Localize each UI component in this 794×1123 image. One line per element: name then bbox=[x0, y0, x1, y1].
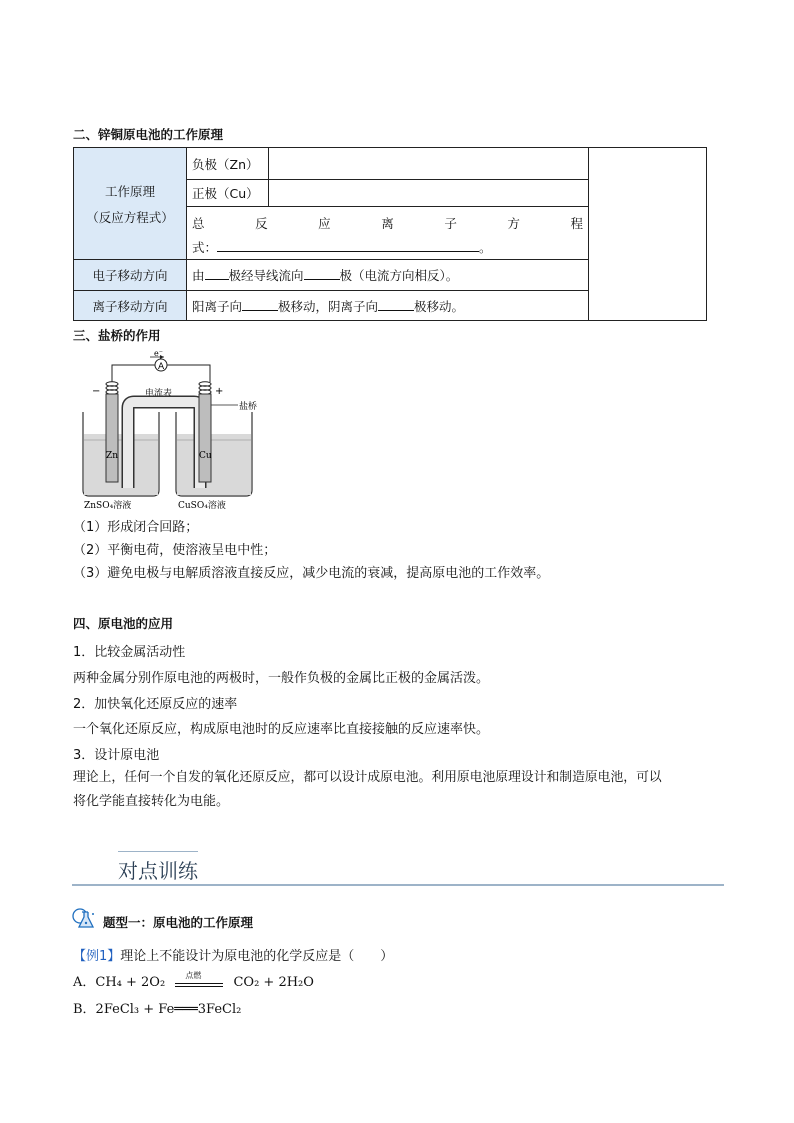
total-char: 离 bbox=[381, 215, 394, 231]
cell-electron-direction[interactable]: 由 极经导线流向 极（电流方向相反）。 bbox=[187, 260, 589, 291]
total-char: 反 bbox=[255, 215, 268, 231]
salt-bridge-item-3: （3）避免电极与电解质溶液直接反应，减少电流的衰减，提高原电池的工作效率。 bbox=[73, 566, 550, 581]
ammeter-symbol: A bbox=[158, 362, 165, 372]
app-3-body-line-2: 将化学能直接转化为电能。 bbox=[73, 794, 230, 809]
example-1 bbox=[73, 945, 393, 964]
example-tag: 【例1】 bbox=[73, 949, 121, 964]
right-solution bbox=[177, 434, 251, 495]
znso4-label: ZnSO₄溶液 bbox=[84, 501, 132, 511]
salt-bridge-item-2: （2）平衡电荷，使溶液呈电中性； bbox=[73, 543, 277, 558]
right-spring-icon bbox=[199, 382, 211, 394]
section-4-title: 四、原电池的应用 bbox=[73, 616, 174, 631]
cell-right-blank bbox=[589, 148, 707, 321]
cuso4-label: CuSO₄溶液 bbox=[178, 501, 226, 511]
salt-bridge-label: 盐桥 bbox=[239, 402, 258, 412]
section-3-title: 三、盐桥的作用 bbox=[73, 328, 161, 343]
cu-label: Cu bbox=[199, 451, 212, 461]
cell-negative: 负极（Zn） bbox=[187, 148, 269, 180]
left-solution bbox=[84, 434, 158, 495]
total-char: 应 bbox=[318, 215, 331, 231]
option-a[interactable]: A．CH₄ + 2O₂ 点燃 CO₂ + 2H₂O bbox=[73, 970, 314, 990]
row-label-ion: 离子移动方向 bbox=[74, 291, 187, 321]
zn-label: Zn bbox=[106, 451, 119, 461]
cell-positive: 正极（Cu） bbox=[187, 180, 269, 207]
cell-total-equation[interactable]: 总 反 应 离 子 方 程 式： 。 bbox=[187, 207, 589, 260]
cell-ion-direction[interactable]: 阳离子向 极移动，阴离子向 极移动。 bbox=[187, 291, 589, 321]
example-question: 理论上不能设计为原电池的化学反应是（ ） bbox=[120, 949, 394, 964]
cell-positive-answer[interactable] bbox=[269, 180, 589, 207]
minus-sign: − bbox=[92, 386, 101, 397]
training-divider bbox=[72, 884, 724, 886]
salt-bridge-figure bbox=[78, 350, 278, 515]
row-label-principle: 工作原理 （反应方程式） bbox=[74, 148, 187, 260]
plus-sign: + bbox=[215, 386, 224, 397]
flask-icon bbox=[72, 907, 98, 931]
cell-negative-answer[interactable] bbox=[269, 148, 589, 180]
left-spring-icon bbox=[106, 382, 118, 394]
app-3-heading: 3．设计原电池 bbox=[73, 748, 160, 763]
section-2-title: 二、锌铜原电池的工作原理 bbox=[73, 127, 224, 142]
electron-label: e⁻ bbox=[154, 350, 163, 358]
option-b[interactable]: B．2FeCl₃ + Fe═══3FeCl₂ bbox=[73, 1002, 242, 1017]
training-title: 对点训练 bbox=[118, 859, 198, 883]
zn-electrode bbox=[106, 394, 118, 482]
total-char: 总 bbox=[192, 215, 205, 231]
work-principle-table bbox=[73, 147, 707, 321]
cu-electrode bbox=[199, 394, 211, 482]
total-char: 子 bbox=[444, 215, 457, 231]
total-char: 方 bbox=[507, 215, 520, 231]
ignite-condition: 点燃 bbox=[175, 975, 223, 991]
app-2-body: 一个氧化还原反应，构成原电池时的反应速率比直接接触的反应速率快。 bbox=[73, 722, 490, 737]
app-3-body-line-1: 理论上，任何一个自发的氧化还原反应，都可以设计成原电池。利用原电池原理设计和制造原电池，可以 bbox=[73, 770, 662, 785]
app-1-heading: 1．比较金属活动性 bbox=[73, 645, 186, 660]
row-label-electron: 电子移动方向 bbox=[74, 260, 187, 291]
app-1-body: 两种金属分别作原电池的两极时，一般作负极的金属比正极的金属活泼。 bbox=[73, 671, 490, 686]
app-2-heading: 2．加快氧化还原反应的速率 bbox=[73, 697, 238, 712]
ammeter-label: 电流表 bbox=[145, 389, 173, 399]
total-char: 程 bbox=[570, 215, 583, 231]
subtitle-tick bbox=[118, 851, 198, 852]
salt-bridge-item-1: （1）形成闭合回路； bbox=[73, 520, 199, 535]
type-title: 题型一：原电池的工作原理 bbox=[103, 915, 254, 930]
